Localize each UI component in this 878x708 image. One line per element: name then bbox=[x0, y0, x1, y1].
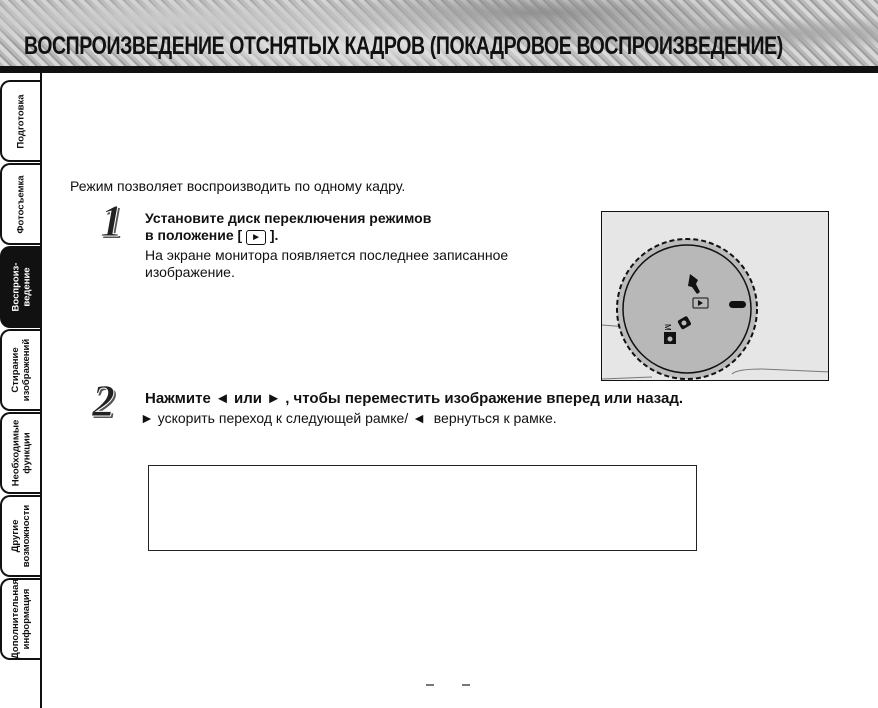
intro-text: Режим позволяет воспроизводить по одному кадру. bbox=[70, 178, 406, 194]
tab-other[interactable] bbox=[0, 495, 40, 577]
tab-divider bbox=[40, 73, 42, 708]
tab-label: Фотосъемка bbox=[15, 174, 27, 234]
step-1-heading-line1: Установите диск переключения режимов bbox=[145, 210, 432, 226]
step-2-heading bbox=[145, 390, 683, 407]
tab-label: Подготовка bbox=[15, 93, 27, 149]
step-1-text-line2: изображение. bbox=[145, 264, 235, 280]
tab-functions[interactable] bbox=[0, 412, 40, 494]
step-2-heading-mid: или bbox=[234, 390, 263, 407]
step-2-heading-pre: Нажмите bbox=[145, 390, 211, 407]
page-title: ВОСПРОИЗВЕДЕНИЕ ОТСНЯТЫХ КАДРОВ (ПОКАДРОВОЕ ВОСПРОИЗВЕДЕНИЕ) bbox=[24, 32, 783, 60]
step-2-number: 2 bbox=[92, 375, 115, 426]
tab-preparation[interactable] bbox=[0, 80, 40, 162]
tab-label: Дополнительная информация bbox=[10, 579, 33, 659]
left-arrow-icon: ◄ bbox=[215, 390, 230, 407]
tab-label: Стирание изображений bbox=[10, 338, 32, 402]
tab-label: Необходимые функции bbox=[10, 419, 33, 487]
step-2-text-part1: ускорить переход к следующей рамке/ bbox=[157, 410, 409, 426]
note-box bbox=[148, 465, 697, 551]
step-1-text bbox=[145, 247, 508, 281]
step-1-number: 1 bbox=[100, 195, 123, 246]
header-rule bbox=[0, 66, 878, 73]
step-2-text bbox=[140, 410, 557, 426]
right-arrow-icon: ► bbox=[266, 390, 282, 407]
step-1-heading-line2: в положение [ bbox=[145, 227, 243, 243]
tab-erasing[interactable] bbox=[0, 329, 40, 411]
left-arrow-icon: ◄ bbox=[412, 410, 426, 426]
dial-index-mark bbox=[729, 301, 746, 308]
step-2-heading-post: , чтобы переместить изображение вперед или назад. bbox=[285, 390, 684, 407]
step-1-heading bbox=[145, 210, 431, 245]
right-arrow-icon: ► bbox=[140, 410, 154, 426]
page-number-dash bbox=[462, 684, 470, 686]
step-2-text-part2: вернуться к рамке. bbox=[433, 410, 557, 426]
mode-dial-figure bbox=[601, 211, 829, 381]
page-number-dash bbox=[426, 684, 434, 686]
tab-additional-info[interactable] bbox=[0, 578, 40, 660]
step-1-text-line1: На экране монитора появляется последнее записанное bbox=[145, 247, 509, 263]
tab-shooting[interactable] bbox=[0, 163, 40, 245]
tab-playback[interactable] bbox=[0, 246, 40, 328]
tab-label: Другие возможности bbox=[10, 504, 33, 568]
dial-m-label: M bbox=[663, 324, 672, 331]
step-1-heading-end: ]. bbox=[269, 227, 279, 243]
tab-label: Воспроиз- ведение bbox=[10, 262, 32, 312]
playback-key-icon: ► bbox=[246, 230, 266, 245]
header-banner bbox=[0, 0, 878, 66]
